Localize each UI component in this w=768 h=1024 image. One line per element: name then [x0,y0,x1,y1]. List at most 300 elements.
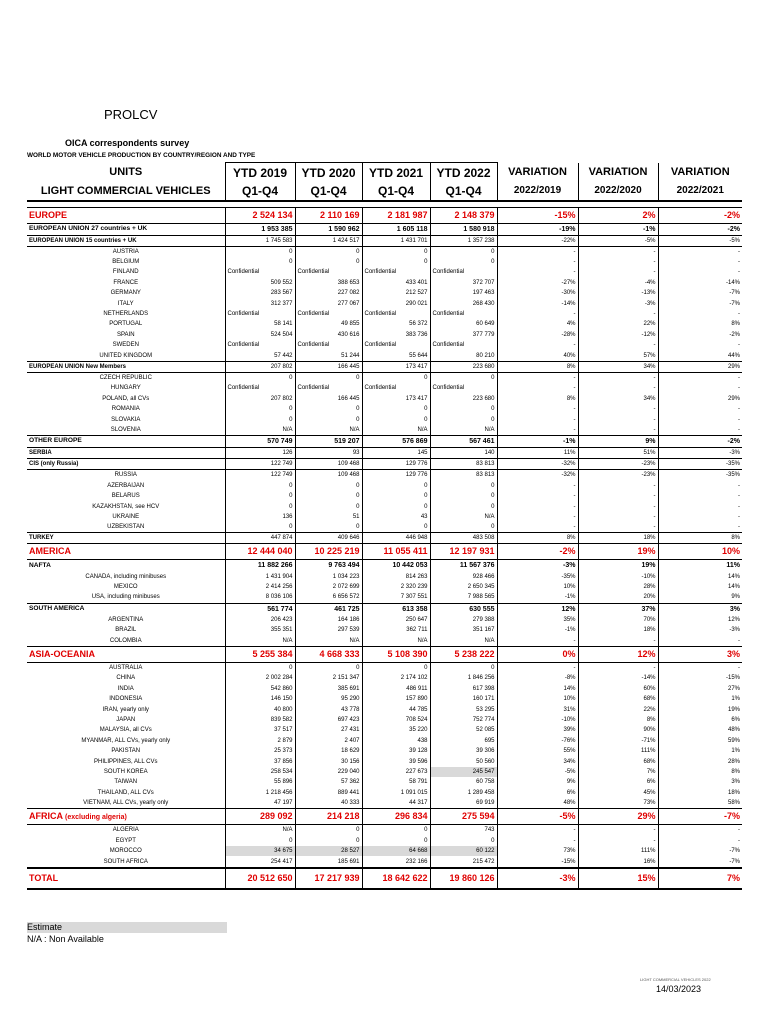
row-label [27,625,225,635]
variation-cell: - [658,501,742,511]
row-label [27,330,225,340]
value-cell: 0 [362,257,430,267]
row-label [27,592,225,603]
row-label [27,544,225,560]
row-label-text: SERBIA [29,450,52,457]
variation-cell: - [658,267,742,277]
value-cell: 166 445 [295,361,362,372]
variation-cell: 4% [497,319,578,329]
variation-cell: 8% [497,394,578,404]
variation-cell: -4% [578,278,658,288]
row-label [27,425,225,436]
value-cell: 39 306 [430,746,497,756]
sub2-row [27,448,742,459]
report-date: 14/03/2023 [656,984,702,994]
row-label-text: ASIA-OCEANIA [29,648,96,659]
row-label-text: PORTUGAL [109,321,143,328]
value-cell: 34 675 [225,846,295,856]
variation-cell: 37% [578,603,658,615]
variation-cell: -1% [497,436,578,448]
row-label-text: MALAYSIA, all CVs [99,727,152,734]
row-label [27,533,225,544]
country-row [27,470,742,481]
row-label-text: KAZAKHSTAN, see HCV [92,503,160,510]
value-cell: 561 774 [225,603,295,615]
row-label [27,856,225,867]
value-cell: 372 707 [430,278,497,288]
value-cell: 40 800 [225,704,295,714]
value-cell: 109 468 [295,470,362,481]
value-cell: 2 148 379 [430,207,497,223]
value-cell: Confidential [225,309,295,319]
variation-period-header: 2022/2021 [658,183,742,201]
variation-cell: -5% [658,235,742,246]
value-cell: 0 [295,404,362,414]
value-cell: 297 539 [295,625,362,635]
value-cell: 10 442 053 [362,560,430,572]
value-cell: 64 668 [362,846,430,856]
value-cell: 207 802 [225,394,295,404]
value-cell: Confidential [362,340,430,350]
variation-cell: -7% [658,846,742,856]
country-row [27,846,742,856]
header-row-1 [27,163,742,183]
row-label-text: IRAN, yearly only [102,706,149,713]
variation-cell: - [578,309,658,319]
variation-cell: -27% [497,278,578,288]
value-cell: 18 642 622 [362,868,430,889]
row-label [27,582,225,592]
country-row [27,512,742,522]
value-cell: 80 210 [430,350,497,361]
value-cell: 2 174 102 [362,673,430,683]
country-row [27,582,742,592]
value-cell: 11 055 411 [362,544,430,560]
value-cell: 0 [362,404,430,414]
row-label [27,694,225,704]
variation-cell: 19% [578,560,658,572]
variation-cell: - [497,257,578,267]
value-cell: 0 [430,404,497,414]
value-cell: 277 067 [295,298,362,308]
variation-cell: - [578,522,658,533]
value-cell: 0 [362,491,430,501]
row-label-text: RUSSIA [114,472,137,479]
value-cell: 254 417 [225,856,295,867]
value-cell: 0 [362,825,430,836]
row-label [27,560,225,572]
row-label [27,684,225,694]
variation-cell: 57% [578,350,658,361]
value-cell: 928 466 [430,571,497,581]
value-cell: 212 527 [362,288,430,298]
row-label [27,501,225,511]
period-header: Q1-Q4 [430,183,497,201]
variation-period-header: 2022/2020 [578,183,658,201]
value-cell: Confidential [430,383,497,393]
report-subtitle: WORLD MOTOR VEHICLE PRODUCTION BY COUNTRY/REGION AND TYPE [27,152,256,159]
value-cell: 1 424 517 [295,235,362,246]
value-cell: 312 377 [225,298,295,308]
value-cell: 2 414 256 [225,582,295,592]
country-row [27,350,742,361]
variation-cell: - [497,372,578,383]
value-cell: 57 362 [295,777,362,787]
country-row [27,404,742,414]
value-cell: 60 649 [430,319,497,329]
variation-cell: - [497,246,578,257]
value-cell: 1 289 458 [430,788,497,798]
variation-cell: -3% [658,448,742,459]
value-cell: 258 534 [225,767,295,777]
value-cell: 0 [430,414,497,424]
row-label [27,662,225,673]
variation-cell: 34% [497,756,578,766]
value-cell: 0 [225,372,295,383]
variation-cell: -1% [578,223,658,235]
value-cell: 12 444 040 [225,544,295,560]
sub2-row [27,235,742,246]
row-label-text: CANADA, including minibuses [85,573,167,580]
value-cell: 2 320 239 [362,582,430,592]
value-cell: 0 [225,246,295,257]
units-header: UNITS [109,166,143,178]
production-table [27,162,742,890]
variation-cell: -28% [497,330,578,340]
variation-cell: - [658,635,742,646]
country-row [27,246,742,257]
value-cell: 0 [295,825,362,836]
variation-cell: 19% [658,704,742,714]
country-row [27,694,742,704]
variation-cell: 28% [578,582,658,592]
country-row [27,425,742,436]
value-cell: 43 778 [295,704,362,714]
value-cell: 37 517 [225,725,295,735]
row-label-text: ITALY [117,300,134,307]
country-row [27,788,742,798]
variation-cell: -15% [497,856,578,867]
country-row [27,635,742,646]
value-cell: 122 749 [225,459,295,470]
variation-cell: - [497,635,578,646]
row-label [27,615,225,625]
value-cell: 0 [225,257,295,267]
country-row [27,501,742,511]
row-label-text: POLAND, all CVs [102,395,150,402]
variation-cell: - [578,257,658,267]
variation-cell: -30% [497,288,578,298]
variation-cell: - [578,836,658,846]
value-cell: 11 882 266 [225,560,295,572]
variation-cell: -35% [658,459,742,470]
country-row [27,673,742,683]
row-label-text: JAPAN [116,716,136,723]
row-label-text: AMERICA [29,546,71,557]
value-cell: 0 [295,836,362,846]
row-label-text: ROMANIA [111,406,140,413]
variation-cell: - [578,481,658,491]
variation-cell: - [578,635,658,646]
variation-cell: 8% [497,533,578,544]
variation-cell: - [497,481,578,491]
variation-cell: 6% [497,788,578,798]
value-cell: 697 423 [295,715,362,725]
row-label-text: NAFTA [29,561,51,569]
value-cell: 0 [295,414,362,424]
value-cell: 570 749 [225,436,295,448]
row-label [27,298,225,308]
row-label-text: TURKEY [29,535,54,542]
variation-cell: -15% [497,207,578,223]
row-label-text: UNITED KINGDOM [99,352,153,359]
row-label [27,383,225,393]
country-row [27,372,742,383]
row-label [27,788,225,798]
value-cell: 18 629 [295,746,362,756]
variation-cell: - [578,404,658,414]
row-label-text: CZECH REPUBLIC [99,374,152,381]
variation-cell: 8% [497,361,578,372]
row-label [27,235,225,246]
variation-cell: - [658,522,742,533]
value-cell: Confidential [362,383,430,393]
row-label [27,746,225,756]
value-cell: Confidential [225,383,295,393]
value-cell: 447 874 [225,533,295,544]
value-cell: 388 653 [295,278,362,288]
category-header: LIGHT COMMERCIAL VEHICLES [27,183,225,201]
value-cell: 25 373 [225,746,295,756]
value-cell: 227 082 [295,288,362,298]
survey-title: OICA correspondents survey [65,138,190,148]
row-label [27,756,225,766]
variation-cell: - [497,512,578,522]
value-cell: 279 388 [430,615,497,625]
variation-cell: -2% [658,436,742,448]
value-cell: 1 590 962 [295,223,362,235]
variation-cell: 20% [578,592,658,603]
value-cell: 0 [430,491,497,501]
country-row [27,767,742,777]
value-cell: 206 423 [225,615,295,625]
row-label-text: SLOVAKIA [111,416,141,423]
row-label [27,571,225,581]
sub2-row [27,361,742,372]
variation-cell: 11% [658,560,742,572]
row-label-text: SLOVENIA [110,426,141,433]
row-label-text: UKRAINE [112,513,140,520]
value-cell: 173 417 [362,394,430,404]
row-label-text: UZBEKISTAN [107,524,145,531]
country-row [27,330,742,340]
value-cell: 0 [225,481,295,491]
country-row [27,746,742,756]
variation-cell: - [658,836,742,846]
value-cell: Confidential [362,309,430,319]
variation-cell: 35% [497,615,578,625]
variation-cell: - [658,404,742,414]
value-cell: Confidential [430,267,497,277]
row-label-text: TAIWAN [114,779,138,786]
value-cell: 35 220 [362,725,430,735]
value-cell: 4 668 333 [295,646,362,662]
value-cell: 11 567 376 [430,560,497,572]
row-label-text: GERMANY [110,290,141,297]
row-label-text: MYANMAR, ALL CVs, yearly only [81,737,171,744]
variation-cell: - [578,414,658,424]
variation-cell: -35% [497,571,578,581]
variation-cell: -71% [578,736,658,746]
value-cell: 60 122 [430,846,497,856]
row-label [27,267,225,277]
variation-cell: - [497,662,578,673]
value-cell: 145 [362,448,430,459]
variation-cell: 8% [578,715,658,725]
value-cell: 617 398 [430,684,497,694]
value-cell: 355 351 [225,625,295,635]
row-label [27,309,225,319]
value-cell: 40 333 [295,798,362,809]
variation-cell: 2% [578,207,658,223]
country-row [27,288,742,298]
variation-cell: 12% [497,603,578,615]
value-cell: Confidential [430,309,497,319]
value-cell: 0 [225,662,295,673]
row-label [27,278,225,288]
row-label [27,448,225,459]
row-label-text: VIETNAM, ALL CVs, yearly only [83,800,169,807]
variation-cell: -7% [658,856,742,867]
value-cell: 250 647 [362,615,430,625]
value-cell: 446 948 [362,533,430,544]
value-cell: 49 855 [295,319,362,329]
value-cell: 5 238 222 [430,646,497,662]
value-cell: 53 295 [430,704,497,714]
value-cell: 0 [430,662,497,673]
country-row [27,309,742,319]
row-label [27,257,225,267]
value-cell: 83 813 [430,470,497,481]
row-label [27,361,225,372]
year-header: YTD 2022 [430,163,497,183]
row-label-text: USA, including minibuses [91,594,160,601]
row-label [27,809,225,825]
sub-row [27,560,742,572]
value-cell: 2 151 347 [295,673,362,683]
value-cell: 1 431 701 [362,235,430,246]
page-title: PROLCV [104,107,158,122]
value-cell: 0 [295,372,362,383]
value-cell: 9 763 494 [295,560,362,572]
row-label-text: INDIA [117,685,134,692]
variation-header: VARIATION [497,163,578,183]
value-cell: 146 150 [225,694,295,704]
value-cell: 0 [430,372,497,383]
value-cell: 55 644 [362,350,430,361]
variation-cell: 68% [578,694,658,704]
variation-cell: - [578,425,658,436]
row-label-text: ARGENTINA [108,616,144,623]
variation-header: VARIATION [658,163,742,183]
variation-cell: -5% [497,809,578,825]
row-label [27,491,225,501]
value-cell: 126 [225,448,295,459]
variation-cell: - [497,383,578,393]
sub-row [27,436,742,448]
variation-cell: 44% [658,350,742,361]
value-cell: 362 711 [362,625,430,635]
variation-cell: 40% [497,350,578,361]
variation-cell: 111% [578,746,658,756]
variation-cell: 7% [658,868,742,889]
row-label-note: (excluding algeria) [65,814,127,822]
row-label [27,340,225,350]
value-cell: 12 197 931 [430,544,497,560]
value-cell: 2 524 134 [225,207,295,223]
variation-cell: 3% [658,646,742,662]
value-cell: 57 442 [225,350,295,361]
row-label-text: FINLAND [112,269,139,276]
row-label [27,846,225,856]
value-cell: 0 [362,372,430,383]
period-header: Q1-Q4 [225,183,295,201]
variation-header: VARIATION [578,163,658,183]
variation-cell: 6% [578,777,658,787]
value-cell: 160 171 [430,694,497,704]
variation-cell: 55% [497,746,578,756]
variation-cell: -14% [658,278,742,288]
variation-cell: 9% [578,436,658,448]
variation-cell: 68% [578,756,658,766]
country-row [27,777,742,787]
variation-cell: - [658,481,742,491]
value-cell: 229 040 [295,767,362,777]
variation-cell: -3% [578,298,658,308]
value-cell: 223 680 [430,361,497,372]
value-cell: 28 527 [295,846,362,856]
variation-cell: -10% [578,571,658,581]
variation-cell: -12% [578,330,658,340]
variation-cell: 58% [658,798,742,809]
variation-cell: 90% [578,725,658,735]
row-label-text: EUROPEAN UNION 15 countries + UK [29,237,137,244]
variation-cell: - [497,267,578,277]
variation-cell: 9% [658,592,742,603]
country-row [27,736,742,746]
variation-cell: - [497,501,578,511]
variation-cell: -3% [497,560,578,572]
value-cell: 0 [430,246,497,257]
variation-cell: 73% [578,798,658,809]
value-cell: 377 779 [430,330,497,340]
value-cell: 0 [430,481,497,491]
country-row [27,298,742,308]
variation-cell: 11% [497,448,578,459]
value-cell: 0 [430,501,497,511]
row-label-text: SOUTH KOREA [103,768,148,775]
value-cell: 1 953 385 [225,223,295,235]
value-cell: 630 555 [430,603,497,615]
value-cell: Confidential [295,309,362,319]
value-cell: 283 567 [225,288,295,298]
value-cell: 385 691 [295,684,362,694]
value-cell: 30 156 [295,756,362,766]
row-label [27,704,225,714]
value-cell: N/A [430,425,497,436]
value-cell: 50 560 [430,756,497,766]
value-cell: 268 430 [430,298,497,308]
